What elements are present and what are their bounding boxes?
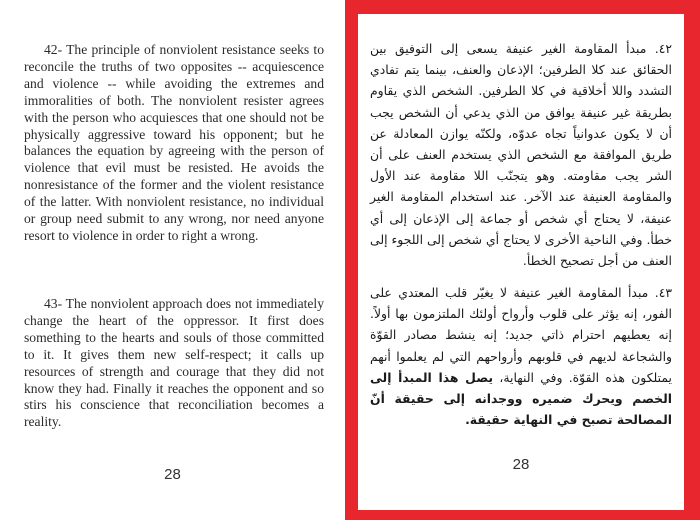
paragraph-43-arabic-bold: يصل هذا المبدأ إلى الخصم ويحرك ضميره ووجدانه إلى حقيقة أنّ المصالحة تصبح في النهاية حقيقة.	[370, 369, 672, 428]
paragraph-42-english: 42- The principle of nonviolent resistance seeks to reconcile the truths of two opposites -- acquiescence and violence -- while avoiding the extremes and immoralities of both. The nonviolent resister agrees with the person who acquiesces that one should not be physically aggressive toward his opponent; but he balances the equation by agreeing with the person of violence that evil must be resisted. He avoids the nonresistance of the former and the violent resistance of the latter. With nonviolent resistance, no individual or group need submit to any wrong, nor need anyone resort to violence in order to right a wrong.	[24, 42, 324, 243]
paragraph-43-arabic-normal: ٤٣. مبدأ المقاومة الغير عنيفة لا يغيّر قلب المعتدي على الفور، إنه يؤثر على قلوب وأرواح أولئك الملتزمون بها أولاً. إنه يعطيهم احترام ذاتي جديد؛ إنه ينشط مصادر القوّة والشجاعة لديهم في قلوبهم وأرواحهم التي لم يعلموا أنهم يمتلكون هذه القوّة. وفي النهاية،	[370, 285, 672, 385]
page-number-left: 28	[164, 466, 181, 483]
paragraph-43-english: 43- The nonviolent approach does not immediately change the heart of the oppressor. It first does something to the hearts and souls of those committed to it. It gives them new self-respect; it calls up resources of strength and courage that they did not know they had. Finally it reaches the opponent and so stirs his conscience that reconciliation becomes a reality.	[24, 296, 324, 430]
arabic-page	[358, 14, 684, 510]
paragraph-43-arabic	[370, 282, 672, 430]
english-page	[0, 0, 345, 520]
page-number-right: 28	[512, 456, 530, 473]
paragraph-42-arabic: ٤٢. مبدأ المقاومة الغير عنيفة يسعى إلى التوفيق بين الحقائق عند كلا الطرفين؛ الإذعان والعنف، بينما يتم تفادي التشدد واللا أخلاقية في كلا الطرفين. الشخص الذي يقاوم بطريقة غير عنيفة يوافق من الذي يدعي أن الشخص يجب أن لا يكون عدوانياً تجاه عدوّه، ولكنّه يوازن المعادلة عن طريق الموافقة مع الشخص الذي يستخدم العنف على أن الشر يجب مقاومته. وهو يتجنّب اللا مقاومة عند الأول والمقاومة العنيفة عند الآخر. عند استخدام المقاومة الغير عنيفة، لا يحتاج أي شخص أو جماعة إلى الإذعان إلى أي خطأ. وفي الناحية الأخرى لا يحتاج أي شخص إلى اللجوء إلى العنف من أجل تصحيح الخطأ.	[370, 41, 672, 269]
